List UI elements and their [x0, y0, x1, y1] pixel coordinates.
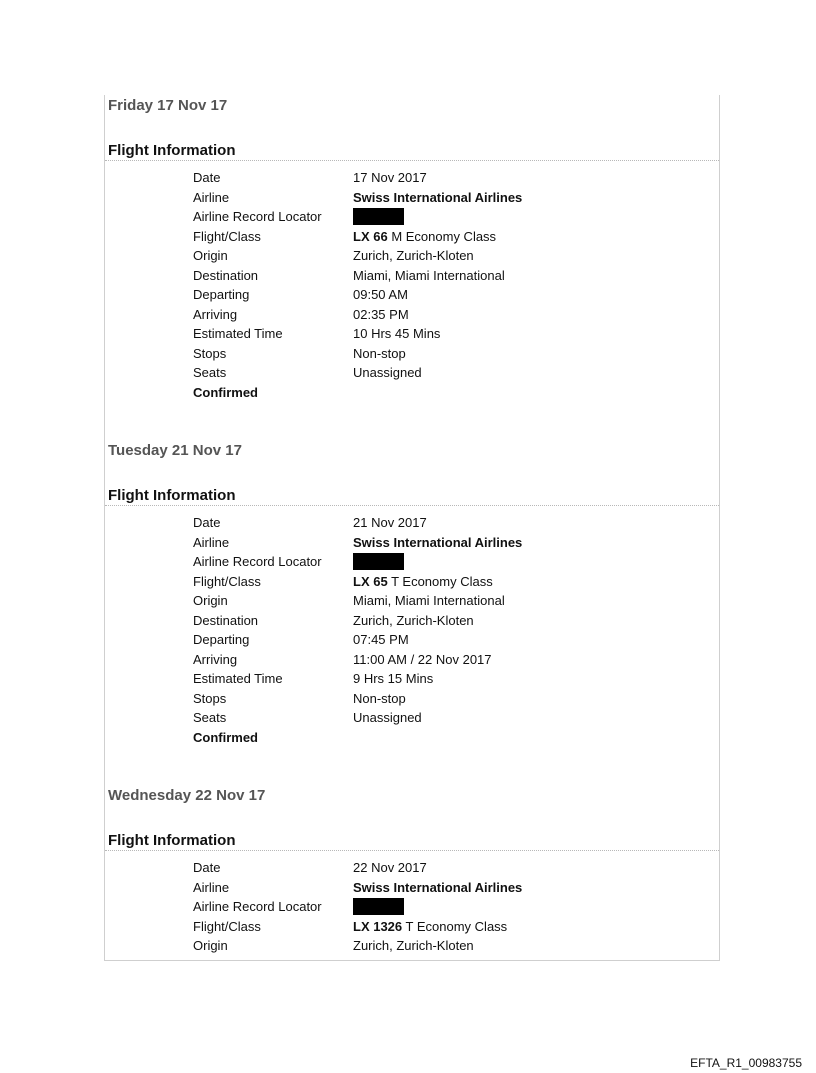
heading-divider [105, 850, 719, 851]
airline-row [193, 878, 713, 897]
date-row [193, 513, 713, 532]
date-row [193, 168, 713, 187]
origin-row [193, 936, 713, 955]
departing-value: 09:50 AM [353, 287, 408, 302]
redaction-box [353, 898, 404, 915]
destination-value: Miami, Miami International [353, 267, 505, 283]
stops-value: Non-stop [353, 690, 406, 706]
origin-row [193, 246, 713, 265]
estimated-time-row [193, 669, 713, 688]
flight-class-value [353, 917, 507, 936]
flight-information-heading: Flight Information [108, 832, 236, 849]
flight-class-row [193, 572, 713, 591]
status-confirmed: Confirmed [193, 729, 258, 745]
departing-label: Departing [193, 287, 250, 302]
flight-information-heading: Flight Information [108, 142, 236, 159]
flight-class-row [193, 227, 713, 246]
record-locator-row [193, 207, 713, 226]
destination-label: Destination [193, 612, 259, 628]
origin-value: Zurich, Zurich-Kloten [353, 938, 474, 953]
origin-value: Zurich, Zurich-Kloten [353, 248, 474, 263]
airline-row [193, 188, 713, 207]
seats-label: Seats [193, 365, 227, 380]
airline-row [193, 533, 713, 552]
estimated-time-label: Estimated Time [193, 671, 283, 686]
departing-row [193, 630, 713, 649]
flight-class-value [353, 572, 493, 591]
stops-label: Stops [193, 345, 227, 361]
flight-number: LX 65 [353, 573, 388, 589]
heading-divider [105, 505, 719, 506]
redaction-box [353, 553, 404, 570]
status-confirmed: Confirmed [193, 384, 258, 400]
flight-class-value [353, 227, 496, 246]
day-header: Tuesday 21 Nov 17 [108, 442, 242, 459]
seats-row [193, 708, 713, 727]
seats-label: Seats [193, 710, 227, 725]
redaction-box [353, 208, 404, 225]
stops-value: Non-stop [353, 345, 406, 361]
estimated-time-label: Estimated Time [193, 326, 283, 341]
arriving-value: 11:00 AM / 22 Nov 2017 [353, 651, 492, 667]
itinerary-frame [104, 95, 720, 961]
cabin-class: M Economy Class [391, 228, 497, 244]
stops-row [193, 344, 713, 363]
stops-row [193, 689, 713, 708]
departing-label: Departing [193, 632, 250, 647]
estimated-time-row [193, 324, 713, 343]
airline-value: Swiss International Airlines [353, 879, 523, 895]
flight-class-label: Flight/Class [193, 918, 261, 934]
arriving-label: Arriving [193, 306, 238, 322]
flight-number: LX 66 [353, 228, 388, 244]
departing-row [193, 285, 713, 304]
date-value: 17 Nov 2017 [353, 170, 427, 185]
flight-class-label: Flight/Class [193, 573, 261, 589]
heading-divider [105, 160, 719, 161]
date-label: Date [193, 515, 221, 530]
estimated-time-value: 9 Hrs 15 Mins [353, 671, 434, 686]
destination-row [193, 266, 713, 285]
estimated-time-value: 10 Hrs 45 Mins [353, 326, 441, 341]
airline-label: Airline [193, 534, 230, 550]
flight-number: LX 1326 [353, 918, 403, 934]
stops-label: Stops [193, 690, 227, 706]
destination-value: Zurich, Zurich-Kloten [353, 612, 474, 628]
airline-value: Swiss International Airlines [353, 189, 523, 205]
date-label: Date [193, 860, 221, 875]
record-locator-label: Airline Record Locator [193, 209, 322, 224]
seats-row [193, 363, 713, 382]
arriving-label: Arriving [193, 651, 238, 667]
origin-label: Origin [193, 248, 228, 263]
arriving-row [193, 650, 713, 669]
destination-label: Destination [193, 267, 259, 283]
cabin-class: T Economy Class [391, 573, 493, 589]
date-value: 21 Nov 2017 [353, 515, 427, 530]
airline-label: Airline [193, 879, 230, 895]
cabin-class: T Economy Class [405, 918, 508, 934]
record-locator-label: Airline Record Locator [193, 554, 322, 569]
document-id: EFTA_R1_00983755 [690, 1056, 802, 1070]
destination-row [193, 611, 713, 630]
departing-value: 07:45 PM [353, 632, 409, 647]
record-locator-row [193, 897, 713, 916]
origin-label: Origin [193, 593, 228, 608]
seats-value: Unassigned [353, 365, 422, 380]
day-header: Friday 17 Nov 17 [108, 97, 228, 114]
date-row [193, 858, 713, 877]
day-header: Wednesday 22 Nov 17 [108, 787, 266, 804]
airline-label: Airline [193, 189, 230, 205]
record-locator-row [193, 552, 713, 571]
flight-class-row [193, 917, 713, 936]
origin-row [193, 591, 713, 610]
date-value: 22 Nov 2017 [353, 860, 427, 875]
seats-value: Unassigned [353, 710, 422, 725]
date-label: Date [193, 170, 221, 185]
flight-class-label: Flight/Class [193, 228, 261, 244]
origin-value: Miami, Miami International [353, 593, 505, 608]
record-locator-label: Airline Record Locator [193, 899, 322, 914]
arriving-row [193, 305, 713, 324]
origin-label: Origin [193, 938, 228, 953]
arriving-value: 02:35 PM [353, 306, 409, 322]
flight-information-heading: Flight Information [108, 487, 236, 504]
airline-value: Swiss International Airlines [353, 534, 523, 550]
